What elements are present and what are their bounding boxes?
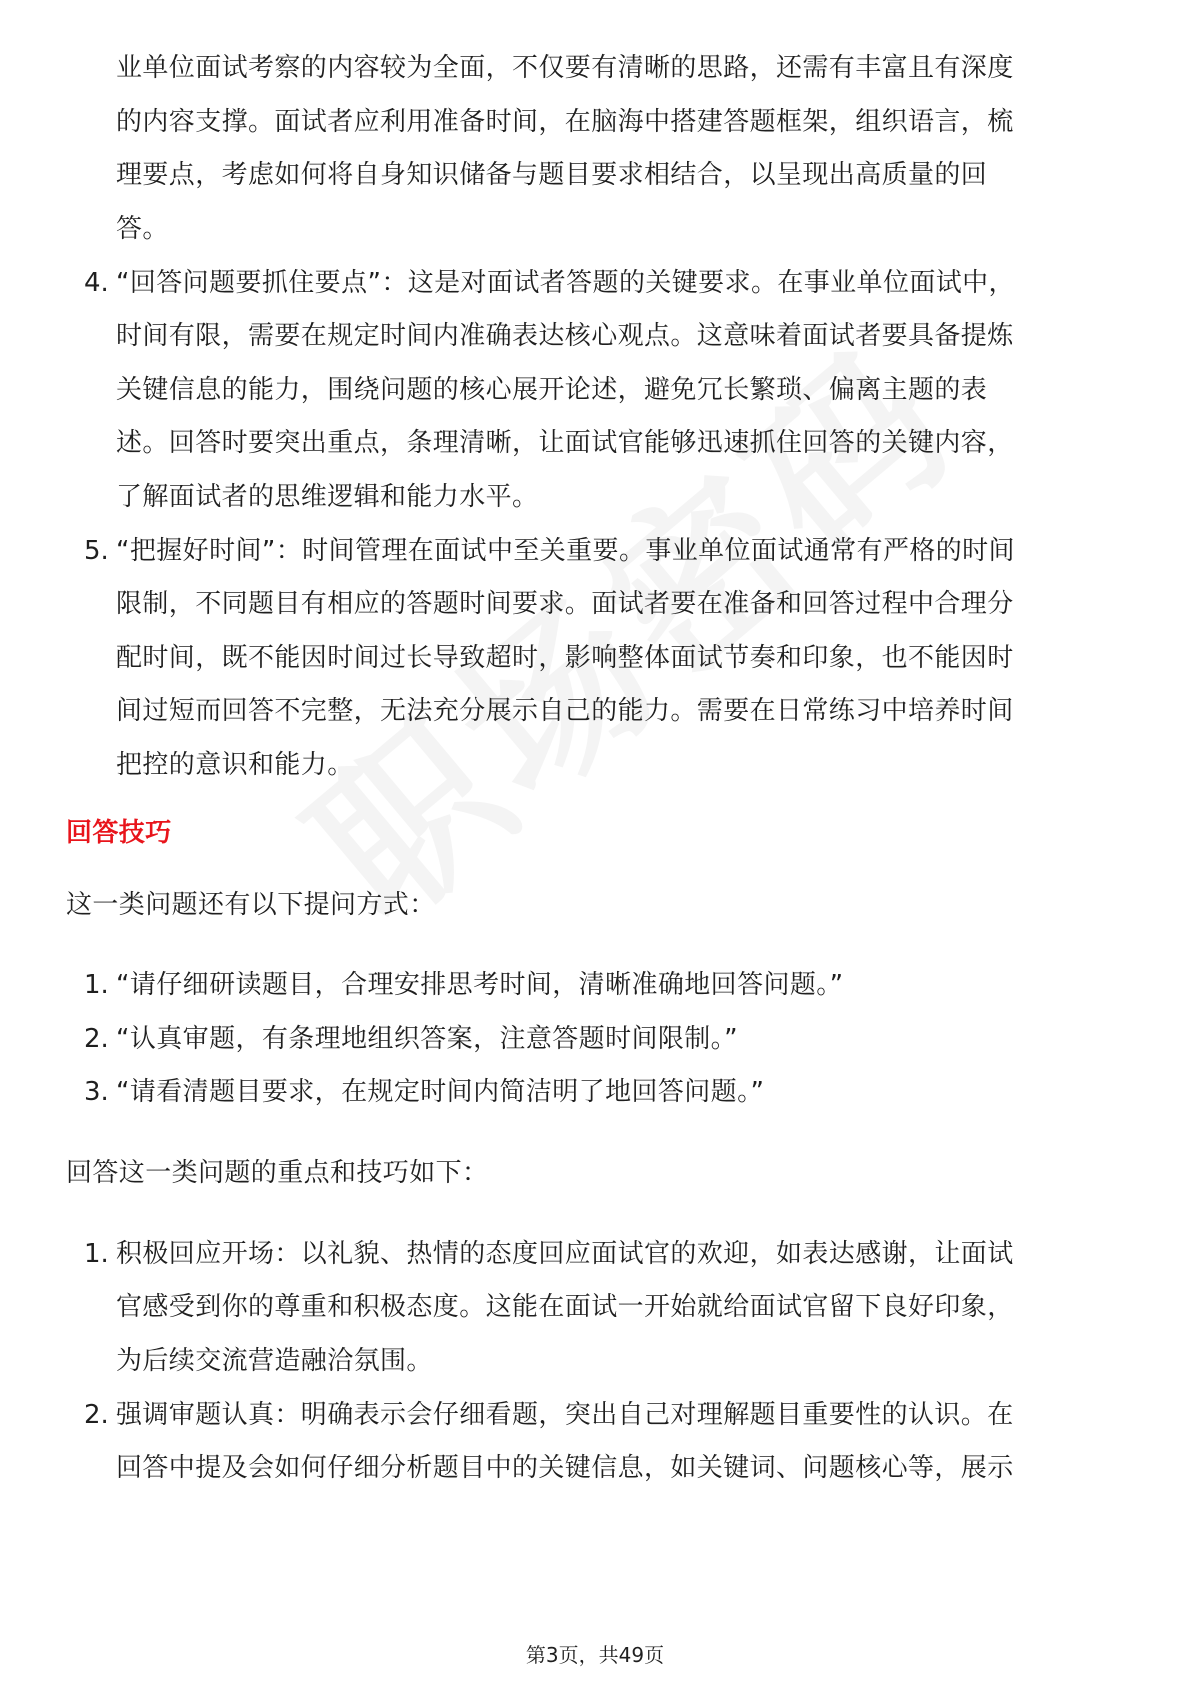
list-number: 1. xyxy=(84,1239,109,1269)
list-number: 4. xyxy=(84,268,109,298)
text-line: 强调审题认真：明确表示会仔细看题，突出自己对理解题目重要性的认识。在 xyxy=(116,1400,1014,1430)
text-line: 时间有限，需要在规定时间内准确表达核心观点。这意味着面试者要具备提炼 xyxy=(116,321,1014,351)
list-number: 1. xyxy=(84,970,109,1000)
text-line: 的内容支撑。面试者应利用准备时间，在脑海中搭建答题框架，组织语言，梳 xyxy=(116,107,1014,137)
text-line: “把握好时间”：时间管理在面试中至关重要。事业单位面试通常有严格的时间 xyxy=(116,536,1015,566)
text-line: 业单位面试考察的内容较为全面，不仅要有清晰的思路，还需有丰富且有深度 xyxy=(116,53,1014,83)
text-line: 述。回答时要突出重点，条理清晰，让面试官能够迅速抓住回答的关键内容， xyxy=(116,428,1014,458)
text-line: “回答问题要抓住要点”：这是对面试者答题的关键要求。在事业单位面试中， xyxy=(116,268,1015,298)
text-line: 理要点，考虑如何将自身知识储备与题目要求相结合，以呈现出高质量的回 xyxy=(116,160,988,190)
intro-text: 这一类问题还有以下提问方式： xyxy=(66,890,436,920)
text-line: 把控的意识和能力。 xyxy=(116,750,354,780)
text-line: 限制，不同题目有相应的答题时间要求。面试者要在准备和回答过程中合理分 xyxy=(116,589,1014,619)
text-line: 答。 xyxy=(116,214,169,244)
text-line: 间过短而回答不完整，无法充分展示自己的能力。需要在日常练习中培养时间 xyxy=(116,696,1014,726)
text-line: “认真审题，有条理地组织答案，注意答题时间限制。” xyxy=(116,1024,738,1054)
text-line: “请看清题目要求，在规定时间内简洁明了地回答问题。” xyxy=(116,1077,765,1107)
list-number: 2. xyxy=(84,1024,109,1054)
text-line: 回答中提及会如何仔细分析题目中的关键信息，如关键词、问题核心等，展示 xyxy=(116,1453,1014,1483)
list-number: 3. xyxy=(84,1077,109,1107)
text-line: “请仔细研读题目，合理安排思考时间，清晰准确地回答问题。” xyxy=(116,970,844,1000)
list-number: 5. xyxy=(84,536,109,566)
intro-text: 回答这一类问题的重点和技巧如下： xyxy=(66,1158,489,1188)
text-line: 配时间，既不能因时间过长导致超时，影响整体面试节奏和印象，也不能因时 xyxy=(116,643,1014,673)
text-line: 了解面试者的思维逻辑和能力水平。 xyxy=(116,482,539,512)
page-number: 第3页，共49页 xyxy=(525,1643,665,1667)
list-number: 2. xyxy=(84,1400,109,1430)
section-heading: 回答技巧 xyxy=(66,818,172,848)
text-line: 积极回应开场：以礼貌、热情的态度回应面试官的欢迎，如表达感谢，让面试 xyxy=(116,1239,1014,1269)
text-line: 官感受到你的尊重和积极态度。这能在面试一开始就给面试官留下良好印象， xyxy=(116,1292,1014,1322)
text-line: 关键信息的能力，围绕问题的核心展开论述，避免冗长繁琐、偏离主题的表 xyxy=(116,375,988,405)
text-line: 为后续交流营造融洽氛围。 xyxy=(116,1346,433,1376)
